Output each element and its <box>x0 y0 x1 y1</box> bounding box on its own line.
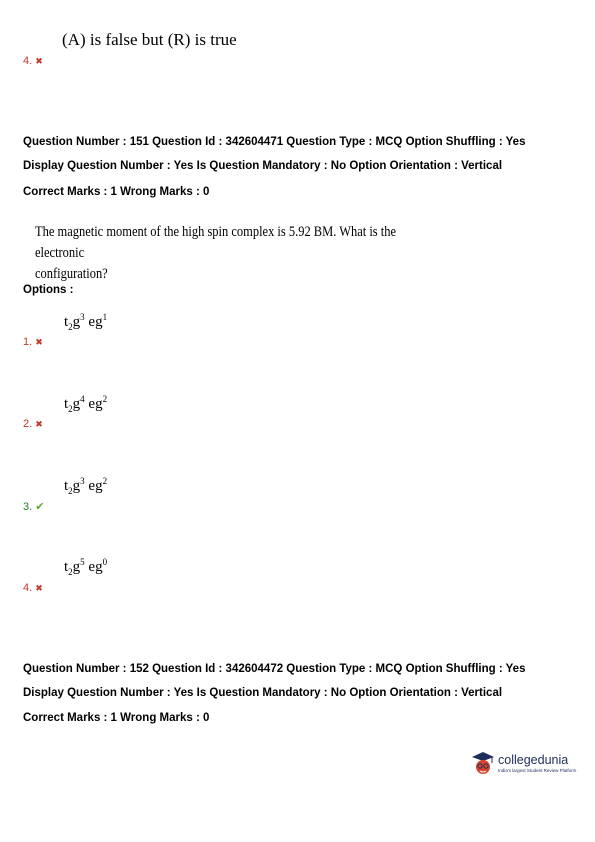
option-1-text: $t_2g^3$ $eg^1$ <box>64 312 108 332</box>
option-3-text: $t_2g^3$ $eg^2$ <box>64 476 108 496</box>
graduate-icon <box>470 748 496 778</box>
option-4-text: $t_2g^5$ $eg^0$ <box>64 557 108 577</box>
cross-icon: ✖ <box>35 337 43 347</box>
option-3-number: 3. ✔ <box>23 501 45 513</box>
question-line-1: The magnetic moment of the high spin complex is 5.92 BM. What is the electronic <box>35 224 396 261</box>
option-2-number: 2. ✖ <box>23 418 43 430</box>
logo-tagline: India's largest Student Review Platform <box>498 768 577 773</box>
option-2-text: $t_2g^4$ $eg^2$ <box>64 394 108 414</box>
q151-meta-line2: Display Question Number : Yes Is Question Mandatory : No Option Orientation : Vertical <box>23 160 503 172</box>
q152-meta-line2: Display Question Number : Yes Is Question Mandatory : No Option Orientation : Vertical <box>23 687 503 699</box>
question-line-2: configuration? <box>35 266 108 282</box>
cross-icon: ✖ <box>35 419 43 429</box>
q152-meta-line1: Question Number : 152 Question Id : 342604472 Question Type : MCQ Option Shuffling : Yes <box>23 663 526 675</box>
q152-meta-line3: Correct Marks : 1 Wrong Marks : 0 <box>23 712 210 724</box>
option-4-number: 4. ✖ <box>23 582 43 594</box>
previous-option-text: (A) is false but (R) is true <box>62 30 237 49</box>
collegedunia-logo <box>470 748 580 778</box>
cross-icon: ✖ <box>35 56 43 66</box>
check-icon: ✔ <box>35 501 45 513</box>
options-label: Options : <box>23 284 74 296</box>
question-text <box>35 222 405 285</box>
logo-wordmark: collegedunia <box>498 753 569 767</box>
previous-option-number <box>23 55 43 67</box>
q151-meta-line1: Question Number : 151 Question Id : 342604471 Question Type : MCQ Option Shuffling : Yes <box>23 136 526 148</box>
cross-icon: ✖ <box>35 583 43 593</box>
option-1-number: 1. ✖ <box>23 336 43 348</box>
q151-meta-line3: Correct Marks : 1 Wrong Marks : 0 <box>23 186 210 198</box>
option-number-label: 4. <box>23 55 33 67</box>
